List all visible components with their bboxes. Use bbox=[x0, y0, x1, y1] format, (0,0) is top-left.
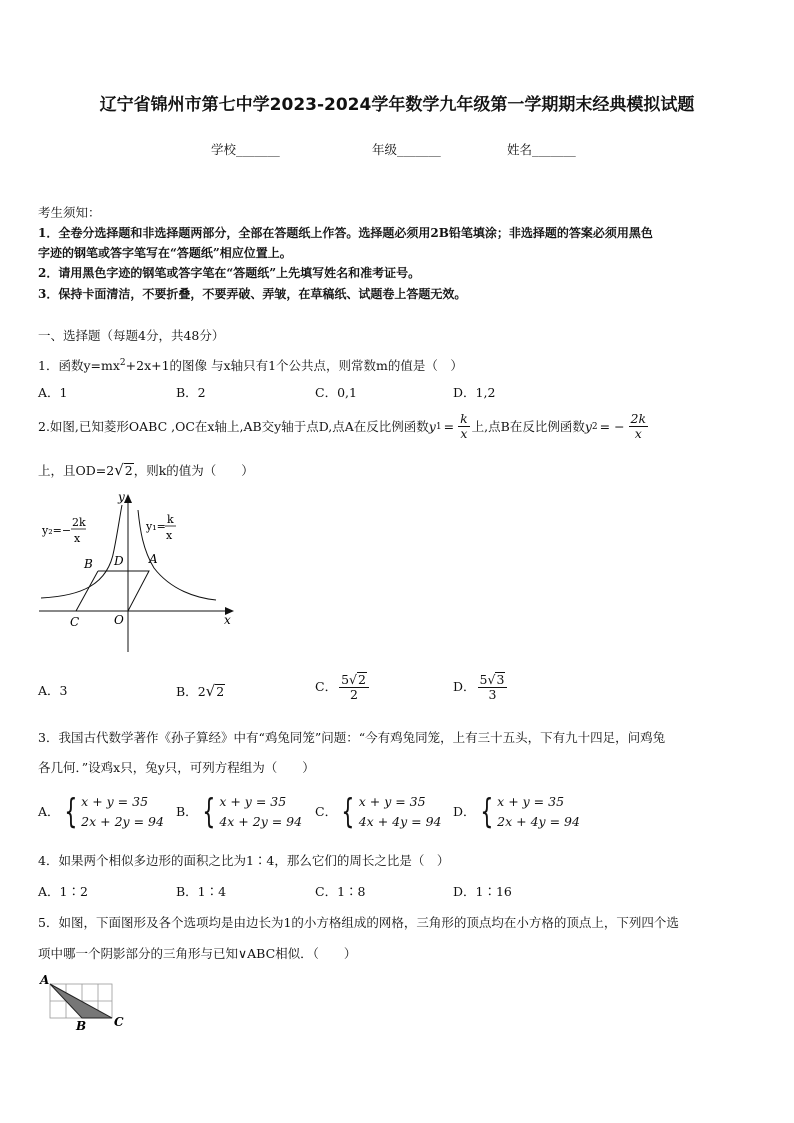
question-5-line-1: 5．如图，下面图形及各个选项均是由边长为1的小方格组成的网格，三角形的顶点均在小方格的顶点上，下列四个选 bbox=[38, 915, 679, 930]
notice-line-3: 2．请用黑色字迹的钢笔或答字笔在“答题纸”上先填写姓名和准考证号。 bbox=[38, 266, 421, 280]
q1-text-b: +2x+1的图像 与x轴只有1个公共点，则常数m的值是（ ） bbox=[125, 358, 463, 374]
q4-option-c: C．1∶8 bbox=[315, 884, 366, 899]
grade-field: 年级_______ bbox=[372, 142, 441, 157]
label-y1-den: x bbox=[166, 529, 173, 542]
q2-eq2: = − bbox=[599, 418, 625, 434]
q3-option-c: C． { x + y = 35 4x + 4y = 94 bbox=[315, 792, 442, 832]
axis-label-x: x bbox=[224, 613, 231, 627]
q2-option-c: C． $\frac{5√2}{2}$ bbox=[315, 672, 371, 702]
point-D: D bbox=[114, 554, 124, 568]
question-5-line-2: 项中哪一个阴影部分的三角形与已知∨ABC相似．（ ） bbox=[38, 946, 357, 961]
q2-text-d: ，则k的值为（ ） bbox=[133, 463, 254, 478]
label-y1-num: k bbox=[167, 513, 174, 526]
point-O: O bbox=[114, 613, 124, 627]
q2-y1-sub: 1 bbox=[435, 421, 442, 432]
q4-option-d: D．1∶16 bbox=[453, 884, 512, 899]
q1-option-d: D．1,2 bbox=[453, 385, 496, 400]
name-field: 姓名_______ bbox=[507, 142, 576, 157]
question-2-line-1 bbox=[38, 412, 650, 441]
q4-option-a: A．1∶2 bbox=[38, 884, 88, 899]
q4-option-b: B．1∶4 bbox=[176, 884, 227, 899]
section-heading: 一、选择题（每题4分，共48分） bbox=[38, 328, 225, 343]
q2-sqrt: 2 bbox=[124, 463, 133, 478]
q2-eq: = bbox=[443, 418, 455, 434]
notice-line-1: 1．全卷分选择题和非选择题两部分，全部在答题纸上作答。选择题必须用2B铅笔填涂；非选择题的答案必须用黑色 bbox=[38, 226, 653, 240]
q3-option-b: B． { x + y = 35 4x + 2y = 94 bbox=[176, 792, 303, 832]
question-3-line-2: 各几何．”设鸡x只，兔y只，可列方程组为（ ） bbox=[38, 760, 315, 775]
point-B: B bbox=[84, 557, 93, 571]
q2-y1: y bbox=[428, 418, 436, 434]
fig-point-C: C bbox=[114, 1015, 124, 1029]
notice-heading: 考生须知： bbox=[38, 205, 101, 220]
label-y2: y₂=− bbox=[42, 524, 72, 537]
point-A: A bbox=[149, 552, 158, 566]
question-4: 4．如果两个相似多边形的面积之比为1∶4，那么它们的周长之比是（ ） bbox=[38, 853, 450, 868]
fig-point-B: B bbox=[76, 1019, 87, 1032]
q2-y2: y bbox=[584, 418, 592, 434]
axis-label-y: y bbox=[118, 490, 125, 504]
q2-option-d: D． $\frac{5√3}{3}$ bbox=[453, 672, 509, 702]
q1-superscript: 2 bbox=[119, 358, 126, 368]
notice-line-4: 3．保持卡面清洁，不要折叠，不要弄破、弄皱，在草稿纸、试题卷上答题无效。 bbox=[38, 287, 467, 301]
q1-text-a: 1．函数y=mx bbox=[38, 358, 120, 374]
q2-text-b: 上,点B在反比例函数 bbox=[471, 418, 585, 434]
q2-graph bbox=[36, 490, 241, 655]
q2-y2-sub: 2 bbox=[591, 421, 598, 432]
q2-text-a: 2.如图,已知菱形OABC ,OC在x轴上,AB交y轴于点D,点A在反比例函数 bbox=[38, 418, 429, 434]
q2-option-b: B．2√2 bbox=[176, 682, 225, 700]
y-axis-arrow bbox=[124, 494, 132, 503]
point-C: C bbox=[70, 615, 80, 629]
school-field: 学校_______ bbox=[211, 142, 280, 157]
label-y2-den: x bbox=[74, 532, 81, 545]
question-1 bbox=[38, 355, 463, 374]
notice-line-2: 字迹的钢笔或答字笔写在“答题纸”相应位置上。 bbox=[38, 246, 292, 260]
q2-option-a: A．3 bbox=[38, 683, 68, 698]
q1-option-b: B．2 bbox=[176, 385, 206, 400]
question-2-line-2: 上，且OD=2√2，则k的值为（ ） bbox=[38, 461, 254, 479]
label-y2-num: 2k bbox=[72, 516, 86, 529]
fig-point-A: A bbox=[40, 973, 50, 987]
q2-text-c: 上，且OD=2 bbox=[38, 463, 115, 478]
label-y1: y₁= bbox=[146, 520, 166, 533]
q1-option-a: A．1 bbox=[38, 385, 68, 400]
q5-figure bbox=[36, 972, 131, 1032]
question-3-line-1: 3．我国古代数学著作《孙子算经》中有“鸡兔同笼”问题：“今有鸡兔同笼，上有三十五头，下有九十四足，问鸡兔 bbox=[38, 730, 666, 745]
q3-option-d: D． { x + y = 35 2x + 4y = 94 bbox=[453, 792, 580, 832]
q2-frac-2k-x: $\frac{2k}{x}$ bbox=[630, 411, 647, 441]
page-title: 辽宁省锦州市第七中学2023-2024学年数学九年级第一学期期末经典模拟试题 bbox=[99, 95, 695, 115]
q3-option-a: A． { x + y = 35 2x + 2y = 94 bbox=[38, 792, 164, 832]
q1-option-c: C．0,1 bbox=[315, 385, 357, 400]
q2-frac-k-x: $\frac{k}{x}$ bbox=[460, 411, 468, 441]
